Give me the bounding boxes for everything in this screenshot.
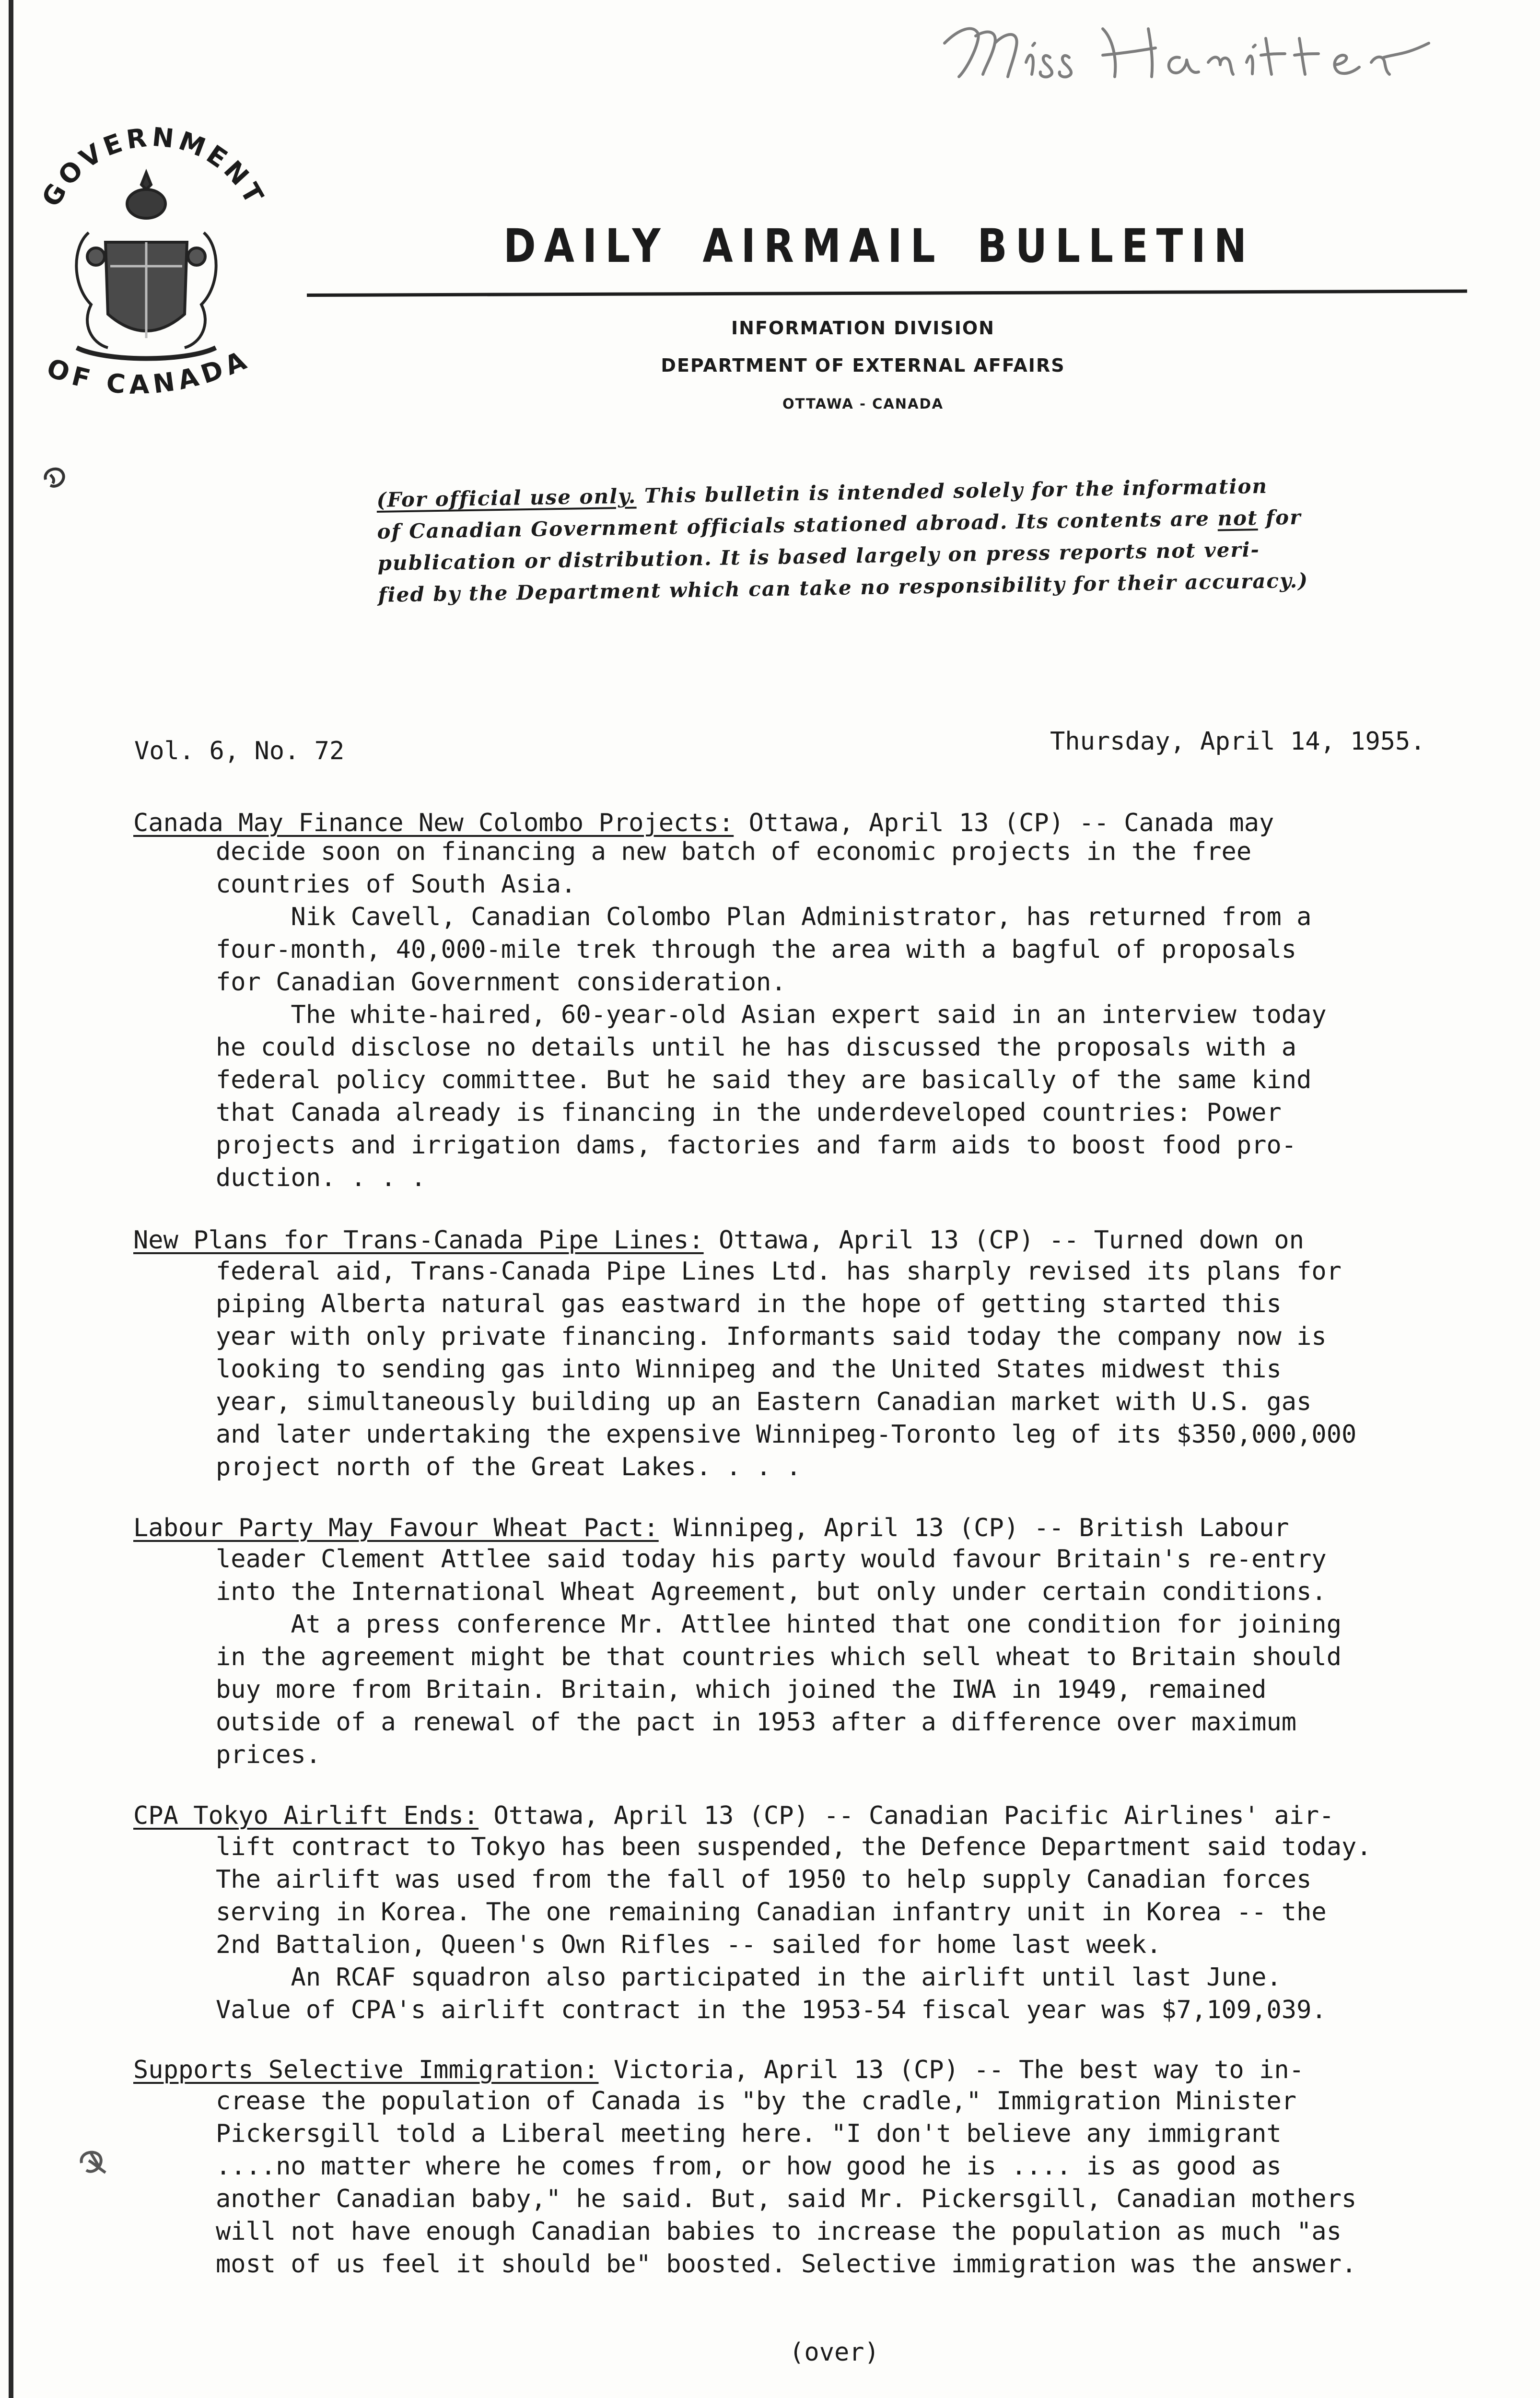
article-line: Pickersgill told a Liberal meeting here. "I don't believe any immigrant (216, 2119, 1282, 2148)
notice-text: of Canadian Government officials stationed abroad. Its contents are (377, 506, 1218, 543)
article-dateline: Victoria, April 13 (CP) -- The best way to in- (598, 2056, 1304, 2084)
notice-text: publication or distribution. It is based largely on press reports not veri- (377, 538, 1260, 575)
article-headline-line (133, 2057, 1304, 2082)
article-line: looking to sending gas into Winnipeg and the United States midwest this (216, 1355, 1282, 1384)
article-line: duction. . . . (216, 1164, 426, 1192)
bulletin-title: DAILY AIRMAIL BULLETIN (503, 219, 1255, 273)
notice-text: This bulletin is intended solely for the information (636, 474, 1268, 508)
article-dateline: Ottawa, April 13 (CP) -- Canadian Pacific Airlines' air- (478, 1801, 1334, 1830)
article-line: year, simultaneously building up an Eastern Canadian market with U.S. gas (216, 1387, 1312, 1416)
seal-arc-bottom-text: OF CANADA (43, 343, 255, 400)
article-line: Nik Cavell, Canadian Colombo Plan Administrator, has returned from a (216, 903, 1312, 931)
article-line: leader Clement Attlee said today his party would favour Britain's re-entry (216, 1545, 1327, 1574)
government-of-canada-seal (19, 122, 288, 448)
margin-mark-icon (72, 2144, 115, 2182)
article-dateline: Ottawa, April 13 (CP) -- Canada may (734, 809, 1274, 837)
article-line: that Canada already is financing in the underdeveloped countries: Power (216, 1098, 1282, 1127)
article-line: serving in Korea. The one remaining Canadian infantry unit in Korea -- the (216, 1898, 1327, 1927)
handwritten-signature (930, 10, 1448, 91)
volume-number: Vol. 6, No. 72 (134, 737, 345, 765)
article-line: most of us feel it should be" boosted. Selective immigration was the answer. (216, 2250, 1357, 2279)
location-line: OTTAWA - CANADA (782, 396, 944, 412)
article-line: An RCAF squadron also participated in the airlift until last June. (216, 1963, 1282, 1992)
svg-text:OF CANADA (43, 343, 255, 400)
article-line: prices. (216, 1740, 321, 1769)
article-line: for Canadian Government consideration. (216, 968, 786, 997)
article-line: year with only private financing. Informants said today the company now is (216, 1322, 1327, 1351)
official-use-notice (376, 468, 1433, 611)
article-line: ....no matter where he comes from, or how good he is .... is as good as (216, 2152, 1282, 2181)
article-line: The white-haired, 60-year-old Asian expert said in an interview today (216, 1000, 1327, 1029)
article-line: The airlift was used from the fall of 1950 to help supply Canadian forces (216, 1865, 1312, 1894)
division-name: INFORMATION DIVISION (731, 317, 995, 339)
page-edge-line (9, 0, 13, 2398)
article-headline-line (133, 1516, 1289, 1540)
article-line: crease the population of Canada is "by the cradle," Immigration Minister (216, 2087, 1297, 2116)
article-line: lift contract to Tokyo has been suspended, the Defence Department said today. (216, 1833, 1372, 1861)
article-headline: Labour Party May Favour Wheat Pact: (133, 1514, 659, 1542)
notice-emphasis: not (1217, 506, 1258, 530)
article-line: in the agreement might be that countries which sell wheat to Britain should (216, 1643, 1342, 1671)
article-line: will not have enough Canadian babies to increase the population as much "as (216, 2217, 1342, 2246)
article-headline-line (133, 1228, 1304, 1253)
article-line: another Canadian baby," he said. But, said Mr. Pickersgill, Canadian mothers (216, 2185, 1357, 2213)
article-line: buy more from Britain. Britain, which joined the IWA in 1949, remained (216, 1675, 1267, 1704)
article-line: four-month, 40,000-mile trek through the area with a bagful of proposals (216, 935, 1297, 964)
masthead-divider (307, 290, 1467, 297)
notice-text: for (1258, 505, 1302, 530)
article-line: into the International Wheat Agreement, but only under certain conditions. (216, 1577, 1327, 1606)
article-headline-line (133, 811, 1274, 835)
department-name: DEPARTMENT OF EXTERNAL AFFAIRS (661, 355, 1065, 376)
article-line: project north of the Great Lakes. . . . (216, 1453, 801, 1481)
article-line: countries of South Asia. (216, 870, 576, 899)
article-headline: Canada May Finance New Colombo Projects: (133, 809, 734, 837)
article-headline: CPA Tokyo Airlift Ends: (133, 1801, 479, 1830)
article-line: Value of CPA's airlift contract in the 1953-54 fiscal year was $7,109,039. (216, 1996, 1327, 2024)
article-dateline: Ottawa, April 13 (CP) -- Turned down on (703, 1226, 1304, 1255)
page-continuation-note: (over) (789, 2338, 879, 2367)
article-line: decide soon on financing a new batch of economic projects in the free (216, 837, 1252, 866)
article-dateline: Winnipeg, April 13 (CP) -- British Labour (658, 1514, 1289, 1542)
article-line: piping Alberta natural gas eastward in the hope of getting started this (216, 1290, 1282, 1318)
article-line: federal policy committee. But he said they are basically of the same kind (216, 1066, 1312, 1094)
issue-date: Thursday, April 14, 1955. (1050, 727, 1425, 756)
article-headline-line (133, 1803, 1334, 1828)
article-line: federal aid, Trans-Canada Pipe Lines Ltd. has sharply revised its plans for (216, 1257, 1342, 1286)
article-headline: Supports Selective Immigration: (133, 2056, 599, 2084)
margin-mark-icon (38, 460, 72, 494)
seal-arc-top-text: GOVERNMENT (35, 122, 271, 212)
article-line: projects and irrigation dams, factories and farm aids to boost food pro- (216, 1131, 1297, 1160)
article-line: he could disclose no details until he has discussed the proposals with a (216, 1033, 1297, 1062)
article-line: and later undertaking the expensive Winnipeg-Toronto leg of its $350,000,000 (216, 1420, 1357, 1449)
notice-text: fied by the Department which can take no responsibility for their accuracy.) (378, 568, 1309, 607)
article-line: outside of a renewal of the pact in 1953 after a difference over maximum (216, 1708, 1297, 1737)
article-line: 2nd Battalion, Queen's Own Rifles -- sailed for home last week. (216, 1930, 1162, 1959)
article-headline: New Plans for Trans-Canada Pipe Lines: (133, 1226, 704, 1255)
article-line: At a press conference Mr. Attlee hinted that one condition for joining (216, 1610, 1342, 1639)
official-use-label: (For official use only. (376, 484, 637, 512)
